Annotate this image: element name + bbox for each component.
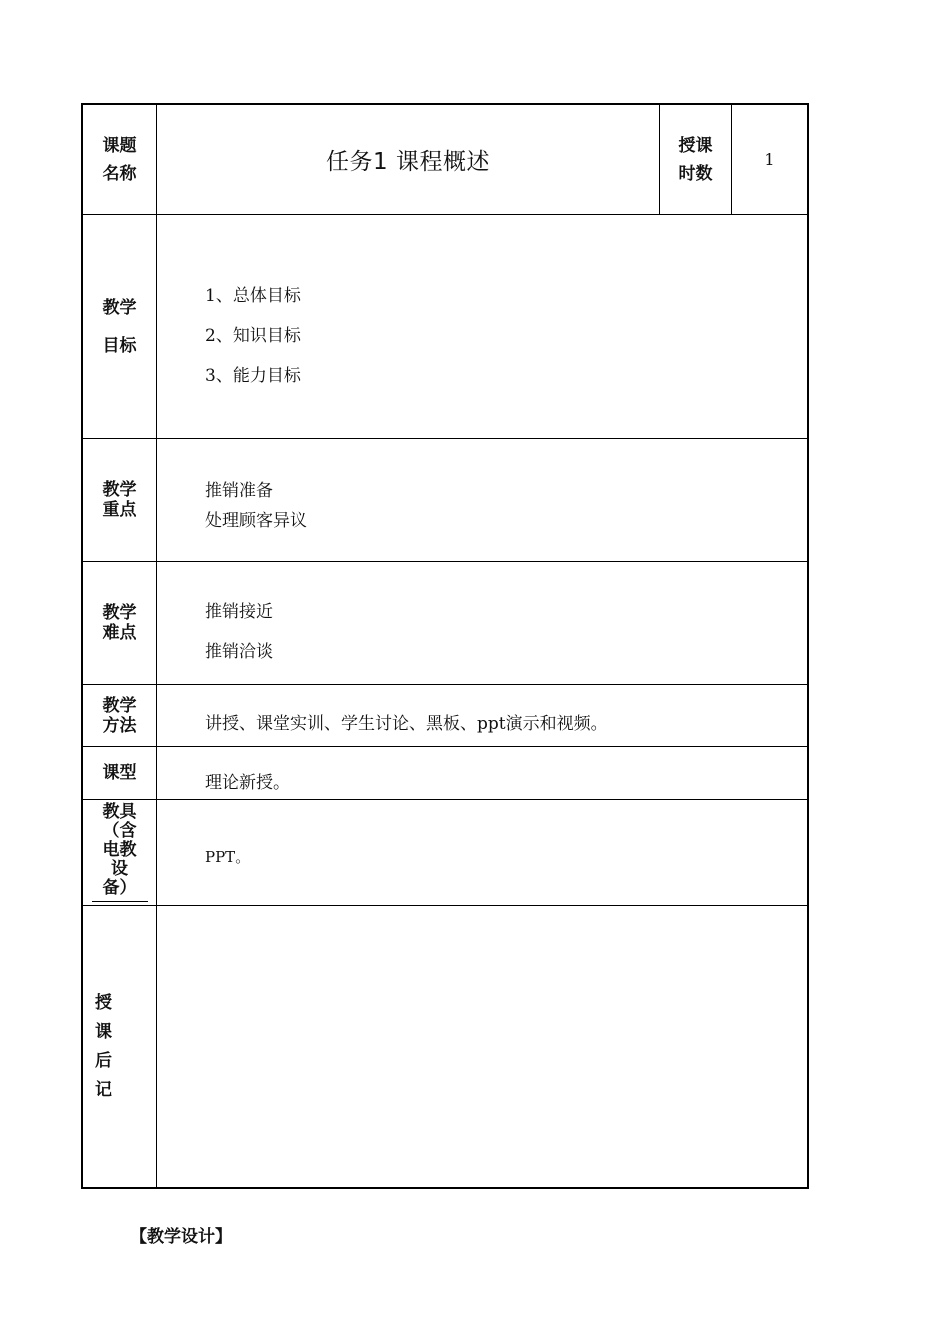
row-methods [83, 685, 807, 747]
methods-text: 讲授、课堂实训、学生讨论、黑板、ppt演示和视频。 [205, 714, 608, 734]
course-title: 任务1 课程概述 [326, 149, 490, 175]
difficulty-item: 推销接近 [205, 602, 273, 622]
row-reflection [83, 906, 807, 1187]
row-key-points [83, 439, 807, 562]
lesson-plan-table [81, 103, 809, 1189]
equipment-label-line: 设 [111, 859, 128, 879]
course-name-label [83, 105, 157, 214]
methods-label-line1: 教学 [102, 695, 137, 716]
course-name-label-line2: 名称 [102, 163, 137, 184]
key-points-label-line1: 教学 [102, 480, 137, 500]
lesson-type-text: 理论新授。 [205, 773, 290, 793]
methods-content [157, 685, 807, 746]
teaching-hours-value: 1 [764, 150, 775, 169]
reflection-label-char: 授 [95, 992, 112, 1013]
key-point-item: 推销准备 [205, 481, 273, 501]
equipment-label [83, 800, 157, 905]
objectives-label-line2: 目标 [102, 335, 137, 356]
reflection-label-char: 记 [95, 1079, 112, 1100]
teaching-hours-label [660, 105, 732, 214]
reflection-content [157, 906, 807, 1187]
methods-label-line2: 方法 [102, 715, 137, 736]
course-name-label-line1: 课题 [102, 135, 137, 156]
teaching-hours-value-cell [732, 105, 807, 214]
reflection-label-char: 课 [95, 1021, 112, 1042]
equipment-label-line: （含 [102, 821, 137, 841]
teaching-hours-label-line1: 授课 [678, 135, 713, 156]
equipment-text: PPT。 [205, 848, 251, 866]
objectives-label-line1: 教学 [102, 297, 137, 318]
key-points-label-line2: 重点 [102, 500, 137, 520]
teaching-design-heading: 【教学设计】 [130, 1227, 232, 1247]
equipment-content [157, 800, 807, 905]
key-points-label [83, 439, 157, 561]
lesson-type-content [157, 747, 807, 799]
difficulties-label [83, 562, 157, 684]
objective-item: 1、总体目标 [205, 286, 301, 306]
lesson-type-label [83, 747, 157, 799]
difficulties-label-line2: 难点 [102, 623, 137, 643]
equipment-label-underline [92, 901, 148, 902]
key-point-item: 处理顾客异议 [205, 511, 307, 531]
teaching-hours-label-line2: 时数 [678, 163, 713, 184]
difficulties-label-line1: 教学 [102, 603, 137, 623]
row-equipment [83, 800, 807, 906]
difficulty-item: 推销洽谈 [205, 642, 273, 662]
lesson-type-label-text: 课型 [102, 763, 137, 783]
objectives-content [157, 215, 807, 438]
difficulties-content [157, 562, 807, 684]
reflection-label [83, 906, 157, 1187]
objective-item: 2、知识目标 [205, 326, 301, 346]
methods-label [83, 685, 157, 746]
equipment-label-line: 备） [102, 878, 137, 898]
row-lesson-type [83, 747, 807, 800]
key-points-content [157, 439, 807, 561]
objectives-label [83, 215, 157, 438]
reflection-label-char: 后 [95, 1050, 112, 1071]
equipment-label-line: 电教 [102, 840, 137, 860]
equipment-label-line: 教具 [102, 802, 137, 822]
row-difficulties [83, 562, 807, 685]
row-objectives [83, 215, 807, 439]
row-course-title [83, 105, 807, 215]
course-title-cell [157, 105, 660, 214]
objective-item: 3、能力目标 [205, 366, 301, 386]
